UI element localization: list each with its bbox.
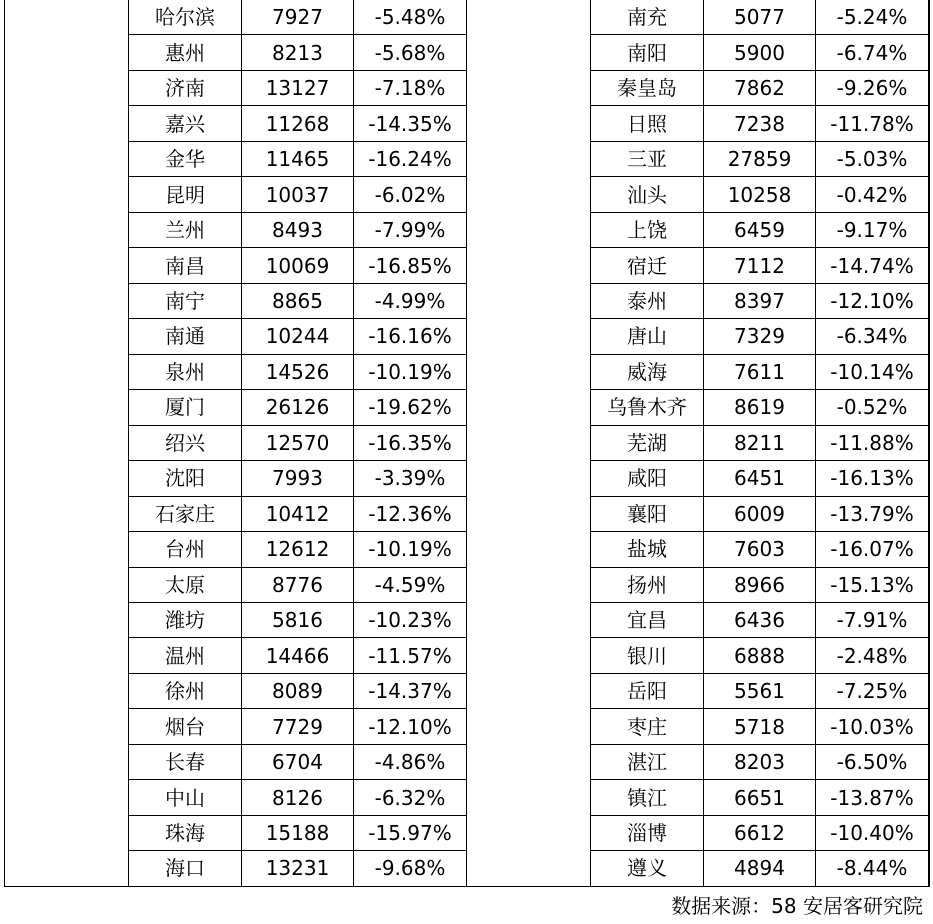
table-row bbox=[591, 319, 929, 354]
price-cell: 7729 bbox=[242, 709, 354, 744]
city-cell: 秦皇岛 bbox=[591, 70, 704, 105]
change-cell: -16.07% bbox=[816, 532, 929, 567]
right-table-body bbox=[591, 0, 929, 886]
price-cell: 12612 bbox=[242, 532, 354, 567]
change-cell: -4.99% bbox=[354, 283, 467, 318]
price-cell: 7862 bbox=[704, 70, 816, 105]
change-cell: -15.97% bbox=[354, 815, 467, 850]
change-cell: -9.68% bbox=[354, 851, 467, 886]
price-cell: 8203 bbox=[704, 744, 816, 779]
city-cell: 泰州 bbox=[591, 283, 704, 318]
price-cell: 8865 bbox=[242, 283, 354, 318]
table-row bbox=[591, 390, 929, 425]
change-cell: -6.34% bbox=[816, 319, 929, 354]
price-cell: 12570 bbox=[242, 425, 354, 460]
change-cell: -15.13% bbox=[816, 567, 929, 602]
change-cell: -5.24% bbox=[816, 0, 929, 35]
change-cell: -14.37% bbox=[354, 673, 467, 708]
table-row bbox=[591, 744, 929, 779]
city-cell: 济南 bbox=[129, 70, 242, 105]
price-cell: 6612 bbox=[704, 815, 816, 850]
table-row bbox=[129, 106, 467, 141]
change-cell: -12.10% bbox=[354, 709, 467, 744]
city-cell: 南通 bbox=[129, 319, 242, 354]
price-cell: 8211 bbox=[704, 425, 816, 460]
city-cell: 金华 bbox=[129, 141, 242, 176]
table-row bbox=[129, 638, 467, 673]
change-cell: -14.74% bbox=[816, 248, 929, 283]
change-cell: -2.48% bbox=[816, 638, 929, 673]
change-cell: -11.78% bbox=[816, 106, 929, 141]
city-cell: 温州 bbox=[129, 638, 242, 673]
city-cell: 南充 bbox=[591, 0, 704, 35]
change-cell: -11.57% bbox=[354, 638, 467, 673]
city-cell: 烟台 bbox=[129, 709, 242, 744]
table-row bbox=[129, 70, 467, 105]
table-row bbox=[591, 177, 929, 212]
city-cell: 唐山 bbox=[591, 319, 704, 354]
change-cell: -0.52% bbox=[816, 390, 929, 425]
city-cell: 枣庄 bbox=[591, 709, 704, 744]
city-cell: 石家庄 bbox=[129, 496, 242, 531]
change-cell: -16.13% bbox=[816, 461, 929, 496]
price-cell: 5077 bbox=[704, 0, 816, 35]
city-cell: 宿迁 bbox=[591, 248, 704, 283]
table-row bbox=[129, 780, 467, 815]
city-cell: 威海 bbox=[591, 354, 704, 389]
table-row bbox=[129, 673, 467, 708]
table-row bbox=[129, 283, 467, 318]
city-cell: 芜湖 bbox=[591, 425, 704, 460]
table-row bbox=[129, 212, 467, 247]
change-cell: -6.74% bbox=[816, 35, 929, 70]
table-row bbox=[129, 496, 467, 531]
city-cell: 太原 bbox=[129, 567, 242, 602]
price-cell: 14466 bbox=[242, 638, 354, 673]
table-row bbox=[591, 602, 929, 637]
city-cell: 昆明 bbox=[129, 177, 242, 212]
change-cell: -4.86% bbox=[354, 744, 467, 779]
city-cell: 惠州 bbox=[129, 35, 242, 70]
price-cell: 6888 bbox=[704, 638, 816, 673]
table-row bbox=[591, 851, 929, 886]
table-row bbox=[591, 567, 929, 602]
table-row bbox=[591, 35, 929, 70]
table-row bbox=[591, 780, 929, 815]
change-cell: -13.79% bbox=[816, 496, 929, 531]
change-cell: -16.35% bbox=[354, 425, 467, 460]
change-cell: -11.88% bbox=[816, 425, 929, 460]
change-cell: -0.42% bbox=[816, 177, 929, 212]
price-cell: 7927 bbox=[242, 0, 354, 35]
city-cell: 沈阳 bbox=[129, 461, 242, 496]
city-cell: 上饶 bbox=[591, 212, 704, 247]
change-cell: -10.03% bbox=[816, 709, 929, 744]
price-cell: 10244 bbox=[242, 319, 354, 354]
table-row bbox=[591, 354, 929, 389]
change-cell: -5.03% bbox=[816, 141, 929, 176]
change-cell: -6.50% bbox=[816, 744, 929, 779]
change-cell: -16.85% bbox=[354, 248, 467, 283]
price-cell: 5718 bbox=[704, 709, 816, 744]
price-cell: 7993 bbox=[242, 461, 354, 496]
city-cell: 岳阳 bbox=[591, 673, 704, 708]
city-cell: 潍坊 bbox=[129, 602, 242, 637]
table-row bbox=[591, 461, 929, 496]
table-row bbox=[591, 0, 929, 35]
change-cell: -9.26% bbox=[816, 70, 929, 105]
price-cell: 13231 bbox=[242, 851, 354, 886]
table-row bbox=[591, 815, 929, 850]
city-cell: 长春 bbox=[129, 744, 242, 779]
table-row bbox=[129, 709, 467, 744]
city-cell: 遵义 bbox=[591, 851, 704, 886]
city-cell: 徐州 bbox=[129, 673, 242, 708]
city-cell: 兰州 bbox=[129, 212, 242, 247]
price-cell: 6436 bbox=[704, 602, 816, 637]
city-cell: 泉州 bbox=[129, 354, 242, 389]
table-row bbox=[129, 851, 467, 886]
change-cell: -4.59% bbox=[354, 567, 467, 602]
price-cell: 5900 bbox=[704, 35, 816, 70]
price-cell: 27859 bbox=[704, 141, 816, 176]
table-row bbox=[591, 283, 929, 318]
price-cell: 4894 bbox=[704, 851, 816, 886]
price-cell: 11268 bbox=[242, 106, 354, 141]
price-cell: 6451 bbox=[704, 461, 816, 496]
price-cell: 6651 bbox=[704, 780, 816, 815]
change-cell: -12.36% bbox=[354, 496, 467, 531]
table-row bbox=[129, 354, 467, 389]
change-cell: -10.19% bbox=[354, 532, 467, 567]
price-cell: 8126 bbox=[242, 780, 354, 815]
price-cell: 7603 bbox=[704, 532, 816, 567]
table-row bbox=[591, 141, 929, 176]
change-cell: -16.24% bbox=[354, 141, 467, 176]
left-table-body bbox=[129, 0, 467, 886]
city-cell: 扬州 bbox=[591, 567, 704, 602]
change-cell: -10.19% bbox=[354, 354, 467, 389]
price-cell: 8966 bbox=[704, 567, 816, 602]
price-cell: 7238 bbox=[704, 106, 816, 141]
city-cell: 淄博 bbox=[591, 815, 704, 850]
city-cell: 乌鲁木齐 bbox=[591, 390, 704, 425]
city-cell: 南宁 bbox=[129, 283, 242, 318]
table-row bbox=[129, 602, 467, 637]
price-cell: 10037 bbox=[242, 177, 354, 212]
change-cell: -6.02% bbox=[354, 177, 467, 212]
table-row bbox=[591, 709, 929, 744]
city-cell: 中山 bbox=[129, 780, 242, 815]
price-cell: 10412 bbox=[242, 496, 354, 531]
price-cell: 10258 bbox=[704, 177, 816, 212]
city-cell: 镇江 bbox=[591, 780, 704, 815]
change-cell: -7.25% bbox=[816, 673, 929, 708]
table-row bbox=[129, 0, 467, 35]
change-cell: -9.17% bbox=[816, 212, 929, 247]
price-cell: 5816 bbox=[242, 602, 354, 637]
change-cell: -5.48% bbox=[354, 0, 467, 35]
right-data-table bbox=[590, 0, 929, 887]
change-cell: -10.23% bbox=[354, 602, 467, 637]
change-cell: -16.16% bbox=[354, 319, 467, 354]
city-cell: 嘉兴 bbox=[129, 106, 242, 141]
city-cell: 珠海 bbox=[129, 815, 242, 850]
change-cell: -8.44% bbox=[816, 851, 929, 886]
city-cell: 汕头 bbox=[591, 177, 704, 212]
price-cell: 8213 bbox=[242, 35, 354, 70]
city-cell: 三亚 bbox=[591, 141, 704, 176]
price-cell: 11465 bbox=[242, 141, 354, 176]
price-cell: 6009 bbox=[704, 496, 816, 531]
city-cell: 厦门 bbox=[129, 390, 242, 425]
change-cell: -13.87% bbox=[816, 780, 929, 815]
city-cell: 湛江 bbox=[591, 744, 704, 779]
price-cell: 6704 bbox=[242, 744, 354, 779]
price-cell: 15188 bbox=[242, 815, 354, 850]
table-row bbox=[591, 532, 929, 567]
table-row bbox=[591, 425, 929, 460]
change-cell: -19.62% bbox=[354, 390, 467, 425]
table-row bbox=[591, 212, 929, 247]
table-row bbox=[591, 248, 929, 283]
city-cell: 绍兴 bbox=[129, 425, 242, 460]
table-row bbox=[129, 567, 467, 602]
price-cell: 13127 bbox=[242, 70, 354, 105]
city-cell: 宜昌 bbox=[591, 602, 704, 637]
change-cell: -3.39% bbox=[354, 461, 467, 496]
price-cell: 5561 bbox=[704, 673, 816, 708]
price-cell: 8493 bbox=[242, 212, 354, 247]
price-cell: 8619 bbox=[704, 390, 816, 425]
price-cell: 8776 bbox=[242, 567, 354, 602]
city-cell: 南阳 bbox=[591, 35, 704, 70]
city-cell: 咸阳 bbox=[591, 461, 704, 496]
source-note: 数据来源：58 安居客研究院 bbox=[671, 894, 923, 918]
table-row bbox=[591, 673, 929, 708]
table-row bbox=[129, 815, 467, 850]
change-cell: -7.18% bbox=[354, 70, 467, 105]
price-cell: 14526 bbox=[242, 354, 354, 389]
table-row bbox=[591, 638, 929, 673]
table-row bbox=[591, 496, 929, 531]
table-row bbox=[129, 532, 467, 567]
change-cell: -10.14% bbox=[816, 354, 929, 389]
change-cell: -12.10% bbox=[816, 283, 929, 318]
price-cell: 7112 bbox=[704, 248, 816, 283]
table-row bbox=[129, 319, 467, 354]
price-cell: 7611 bbox=[704, 354, 816, 389]
change-cell: -10.40% bbox=[816, 815, 929, 850]
table-row bbox=[591, 70, 929, 105]
table-row bbox=[129, 425, 467, 460]
table-row bbox=[591, 106, 929, 141]
change-cell: -7.91% bbox=[816, 602, 929, 637]
table-row bbox=[129, 141, 467, 176]
change-cell: -6.32% bbox=[354, 780, 467, 815]
city-cell: 襄阳 bbox=[591, 496, 704, 531]
left-data-table bbox=[128, 0, 467, 887]
change-cell: -5.68% bbox=[354, 35, 467, 70]
price-cell: 10069 bbox=[242, 248, 354, 283]
price-cell: 7329 bbox=[704, 319, 816, 354]
city-cell: 南昌 bbox=[129, 248, 242, 283]
city-cell: 台州 bbox=[129, 532, 242, 567]
price-cell: 26126 bbox=[242, 390, 354, 425]
price-cell: 8397 bbox=[704, 283, 816, 318]
change-cell: -7.99% bbox=[354, 212, 467, 247]
price-cell: 6459 bbox=[704, 212, 816, 247]
table-row bbox=[129, 744, 467, 779]
table-row bbox=[129, 177, 467, 212]
price-cell: 8089 bbox=[242, 673, 354, 708]
table-row bbox=[129, 461, 467, 496]
city-cell: 哈尔滨 bbox=[129, 0, 242, 35]
city-cell: 日照 bbox=[591, 106, 704, 141]
city-cell: 盐城 bbox=[591, 532, 704, 567]
change-cell: -14.35% bbox=[354, 106, 467, 141]
city-cell: 银川 bbox=[591, 638, 704, 673]
table-row bbox=[129, 35, 467, 70]
table-row bbox=[129, 248, 467, 283]
table-row bbox=[129, 390, 467, 425]
city-cell: 海口 bbox=[129, 851, 242, 886]
